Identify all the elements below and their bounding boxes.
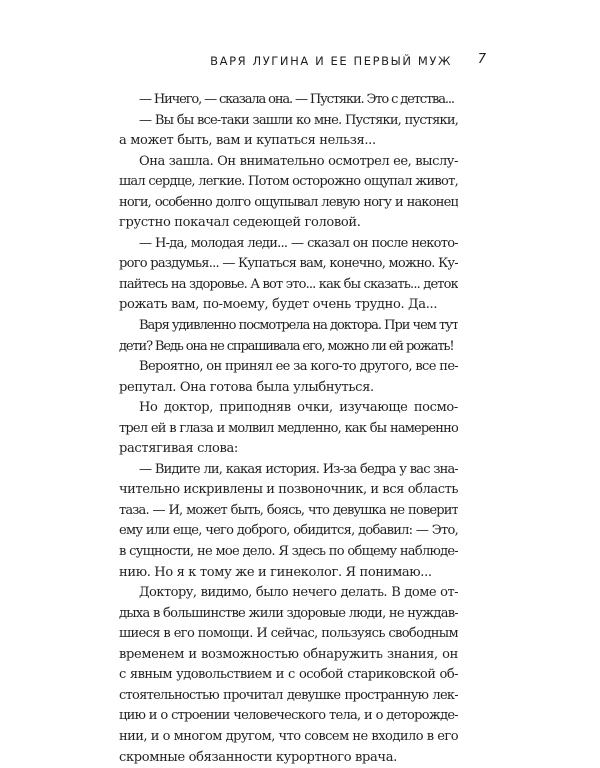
text-line: Но доктор, приподняв очки, изучающе посмо- — [119, 398, 458, 419]
text-line: с явным удовольствием и с особой стариковской об- — [119, 665, 458, 686]
text-line: растягивая слова: — [119, 439, 458, 460]
text-line: скромные обязанности курортного врача. — [119, 748, 458, 768]
page-header — [118, 52, 486, 72]
text-line: пайтесь на здоровье. А вот это... как бы сказать... деток — [119, 275, 458, 296]
text-line: Доктору, видимо, было нечего делать. В доме от- — [119, 583, 458, 604]
text-line: в сущности, не мое дело. Я здесь по общему наблюде- — [119, 542, 458, 563]
running-title: ВАРЯ ЛУГИНА И ЕЕ ПЕРВЫЙ МУЖ — [210, 54, 452, 68]
text-line: — Н-да, молодая леди... — сказал он после некото- — [119, 234, 458, 255]
text-line: временем и возможностью обнаружить знания, он — [119, 645, 458, 666]
text-line: Она зашла. Он внимательно осмотрел ее, выслу- — [119, 152, 458, 173]
text-line: стоятельностью прочитал девушке пространную лек- — [119, 686, 458, 707]
text-line: репутал. Она готова была улыбнуться. — [119, 378, 458, 399]
text-line: таза. — И, может быть, боясь, что девушка не поверит — [119, 501, 458, 522]
body-text — [119, 90, 458, 768]
text-line: чительно искривлены и позвоночник, и вся область — [119, 480, 458, 501]
text-line: — Ничего, — сказала она. — Пустяки. Это с детства... — [119, 90, 458, 111]
text-line: дети? Ведь она не спрашивала его, можно ли ей рожать! — [119, 337, 458, 358]
text-line: трел ей в глаза и молвил медленно, как бы намеренно — [119, 419, 458, 440]
text-line: дыха в большинстве жили здоровые люди, не нуждав- — [119, 604, 458, 625]
text-line: Варя удивленно посмотрела на доктора. При чем тут — [119, 316, 458, 337]
text-line: цию и о строении человеческого тела, и о деторожде- — [119, 706, 458, 727]
text-line: — Видите ли, какая история. Из-за бедра у вас зна- — [119, 460, 458, 481]
text-line: Вероятно, он принял ее за кого-то другого, все пе- — [119, 357, 458, 378]
text-line: а может быть, вам и купаться нельзя... — [119, 131, 458, 152]
text-line: нии, и о многом другом, что совсем не входило в его — [119, 727, 458, 748]
text-line: ноги, особенно долго ощупывал левую ногу и наконец — [119, 193, 458, 214]
text-line: ему или еще, чего доброго, обидится, добавил: — Это, — [119, 521, 458, 542]
page-number: 7 — [478, 52, 486, 67]
text-line: шиеся в его помощи. И сейчас, пользуясь свободным — [119, 624, 458, 645]
text-line: рожать вам, по-моему, будет очень трудно. Да... — [119, 295, 458, 316]
text-line: шал сердце, легкие. Потом осторожно ощупал живот, — [119, 172, 458, 193]
text-line: — Вы бы все-таки зашли ко мне. Пустяки, пустяки, — [119, 111, 458, 132]
text-line: рого раздумья... — Купаться вам, конечно, можно. Ку- — [119, 254, 458, 275]
text-line: нию. Но я к тому же и гинеколог. Я понимаю... — [119, 563, 458, 584]
text-line: грустно покачал седеющей головой. — [119, 213, 458, 234]
